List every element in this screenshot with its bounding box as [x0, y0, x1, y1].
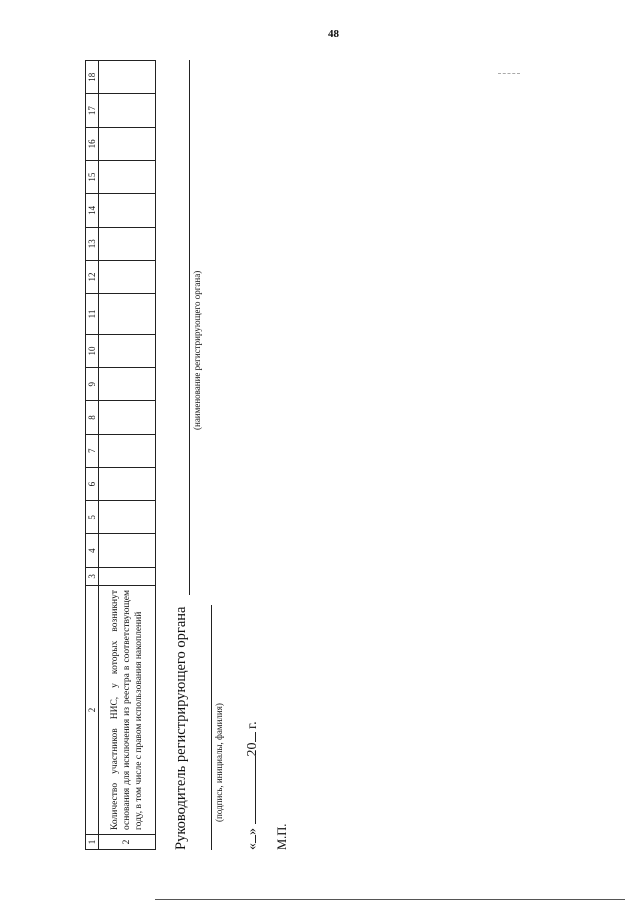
header-cell: 15 [86, 161, 99, 194]
date-close-quote: » [245, 828, 260, 835]
header-cell: 8 [86, 401, 99, 434]
header-cell: 12 [86, 260, 99, 293]
value-cell [99, 161, 156, 194]
header-cell: 14 [86, 194, 99, 227]
year-blank [243, 733, 256, 743]
value-cell [99, 534, 156, 567]
value-cell [99, 294, 156, 335]
value-cell [99, 368, 156, 401]
table-header-row [86, 61, 99, 850]
value-cell [99, 467, 156, 500]
month-blank [243, 757, 256, 825]
row-description-cell: Количество участников НИС, у которых возникнут основания для исключения из реестра в соответствующем году, в том числе с правом использования накоплений [99, 585, 156, 834]
year-prefix: 20 [245, 742, 260, 757]
bottom-scan-edge [155, 899, 625, 900]
rotated-form-content [85, 60, 295, 850]
page-number: 48 [328, 28, 339, 40]
header-cell: 6 [86, 467, 99, 500]
organ-name-caption: (наименование регистрирующего органа) [192, 270, 202, 430]
header-cell: 11 [86, 294, 99, 335]
header-cell: 18 [86, 61, 99, 94]
date-line [243, 721, 261, 850]
scan-mark [498, 73, 520, 74]
year-suffix: г. [245, 721, 260, 729]
header-cell: 1 [86, 834, 99, 849]
value-cell [99, 194, 156, 227]
header-cell: 5 [86, 501, 99, 534]
value-cell [99, 260, 156, 293]
report-table [85, 60, 156, 850]
day-blank [243, 835, 256, 843]
signature-caption: (подпись, инициалы, фамилия) [214, 703, 224, 822]
header-cell: 9 [86, 368, 99, 401]
value-cell [99, 401, 156, 434]
value-cell [99, 61, 156, 94]
header-cell: 7 [86, 434, 99, 467]
value-cell [99, 567, 156, 585]
header-cell: 2 [86, 585, 99, 834]
head-label: Руководитель регистрирующего органа [173, 606, 189, 850]
value-cell [99, 334, 156, 367]
value-cell [99, 127, 156, 160]
table-row [99, 61, 156, 850]
stamp-label: М.П. [275, 823, 289, 850]
row-number-cell: 2 [99, 834, 156, 849]
signature-line [211, 605, 212, 850]
header-cell: 13 [86, 227, 99, 260]
value-cell [99, 434, 156, 467]
organ-name-line [189, 60, 190, 595]
date-open-quote: « [245, 843, 260, 850]
header-cell: 10 [86, 334, 99, 367]
header-cell: 3 [86, 567, 99, 585]
value-cell [99, 227, 156, 260]
header-cell: 4 [86, 534, 99, 567]
value-cell [99, 501, 156, 534]
value-cell [99, 94, 156, 127]
header-cell: 17 [86, 94, 99, 127]
header-cell: 16 [86, 127, 99, 160]
